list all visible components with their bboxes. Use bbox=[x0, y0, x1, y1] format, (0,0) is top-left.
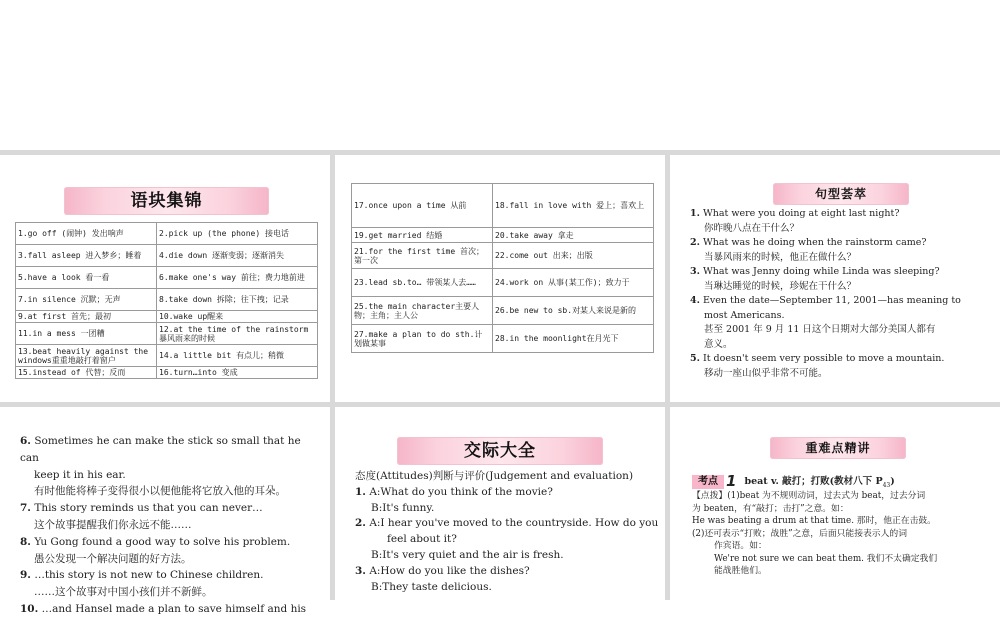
phrase-cell: 6.make one's way 前往；费力地前进 bbox=[157, 267, 318, 289]
phrase-cell: 16.turn…into 变成 bbox=[157, 367, 318, 379]
slide-sentence-patterns[interactable] bbox=[670, 155, 1000, 402]
phrase-cell: 8.take down 拆除；往下拽；记录 bbox=[157, 289, 318, 311]
phrase-cell: 11.in a mess 一团糟 bbox=[16, 323, 157, 345]
sentence-en: 5. It doesn't seem very possible to move a mountain. bbox=[690, 353, 945, 364]
sentence-en: 3. What was Jenny doing while Linda was sleeping? bbox=[690, 266, 940, 277]
key-point-number: 1 bbox=[726, 472, 737, 490]
sentence-zh: 这个故事提醒我们你永远不能…… bbox=[34, 518, 192, 531]
phrase-cell: 24.work on 从事(某工作)；致力于 bbox=[493, 269, 654, 297]
phrase-cell: 13.beat heavily against the windows重重地敲打着窗户 bbox=[16, 345, 157, 367]
sentence-patterns-title: 句型荟萃 bbox=[814, 187, 867, 201]
sentence-zh: 愚公发现一个解决问题的好方法。 bbox=[34, 552, 192, 565]
dialogue-line: B:It's funny. bbox=[371, 501, 435, 514]
slide-key-points[interactable] bbox=[670, 407, 1000, 600]
phrase-cell: 15.instead of 代替；反而 bbox=[16, 367, 157, 379]
sentence-en: 8. Yu Gong found a good way to solve his problem. bbox=[20, 535, 291, 548]
phrase-cell: 19.get married 结婚 bbox=[352, 228, 493, 243]
dialogue-line: feel about it? bbox=[387, 533, 457, 546]
table-row bbox=[16, 345, 318, 367]
phrase-cell: 23.lead sb.to… 带领某人去…… bbox=[352, 269, 493, 297]
table-row bbox=[16, 289, 318, 311]
top-blank-area bbox=[0, 0, 1000, 150]
key-points-banner bbox=[770, 437, 906, 459]
phrase-cell: 27.make a plan to do sth.计划做某事 bbox=[352, 325, 493, 353]
phrase-cell: 1.go off (闹钟) 发出响声 bbox=[16, 223, 157, 245]
phrase-cell: 17.once upon a time 从前 bbox=[352, 184, 493, 228]
phrase-table-1 bbox=[15, 222, 318, 379]
phrase-cell: 9.at first 首先；最初 bbox=[16, 311, 157, 323]
phrase-cell: 5.have a look 看一看 bbox=[16, 267, 157, 289]
sentence-list bbox=[690, 207, 990, 381]
slide-chunk-collection-1[interactable] bbox=[0, 155, 330, 402]
table-row bbox=[16, 267, 318, 289]
dialogue-line: B:It's very quiet and the air is fresh. bbox=[371, 548, 564, 561]
key-point-tag: 考点 bbox=[692, 475, 724, 489]
sentence-en-cont: keep it in his ear. bbox=[34, 468, 126, 481]
sentence-zh: 当琳达睡觉的时候，珍妮在干什么？ bbox=[704, 280, 857, 292]
sentence-en: 9. …this story is not new to Chinese children. bbox=[20, 569, 264, 582]
key-point-line: 【点拨】(1)beat 为不规则动词，过去式为 beat，过去分词 bbox=[692, 491, 926, 501]
phrase-table-2 bbox=[351, 183, 654, 353]
phrase-cell: 10.wake up醒来 bbox=[157, 311, 318, 323]
sentence-zh: ……这个故事对中国小孩们并不新鲜。 bbox=[34, 586, 213, 599]
sentence-en: 7. This story reminds us that you can never… bbox=[20, 502, 263, 515]
table-row bbox=[352, 325, 654, 353]
sentence-zh: 移动一座山似乎非常不可能。 bbox=[704, 367, 828, 379]
key-point-line: We're not sure we can beat them. 我们不太确定我们 bbox=[714, 553, 938, 564]
table-row bbox=[16, 245, 318, 267]
sentence-en: 1. What were you doing at eight last night? bbox=[690, 208, 900, 219]
phrase-cell: 20.take away 拿走 bbox=[493, 228, 654, 243]
table-row bbox=[16, 323, 318, 345]
phrase-cell: 7.in silence 沉默；无声 bbox=[16, 289, 157, 311]
table-row bbox=[352, 243, 654, 269]
phrase-cell: 26.be new to sb.对某人来说是新的 bbox=[493, 297, 654, 325]
key-point-title: beat v. 敲打；打败(教材八下 $P_{43}$) bbox=[744, 476, 895, 489]
table-row bbox=[352, 184, 654, 228]
key-point-line: (2)还可表示“打败；战胜”之意，后面只能接表示人的词 bbox=[692, 528, 907, 539]
key-points-title: 重难点精讲 bbox=[805, 441, 871, 455]
phrase-cell: 3.fall asleep 进入梦乡；睡着 bbox=[16, 245, 157, 267]
phrase-cell: 4.die down 逐渐变弱；逐渐消失 bbox=[157, 245, 318, 267]
sentence-list-2 bbox=[20, 433, 320, 618]
key-point-body bbox=[692, 490, 984, 578]
table-row bbox=[352, 228, 654, 243]
sentence-zh: 甚至 2001 年 9 月 11 日这个日期对大部分美国人都有 bbox=[704, 324, 936, 335]
table-row bbox=[352, 269, 654, 297]
phrase-cell: 12.at the time of the rainstorm暴风雨来的时候 bbox=[157, 323, 318, 345]
key-point-line: 为 beaten，有“敲打；击打”之意。如： bbox=[692, 503, 849, 514]
dialogue-line: 3. A:How do you like the dishes? bbox=[355, 564, 530, 577]
slide-sentence-patterns-cont[interactable] bbox=[0, 407, 330, 615]
key-point-line: 作宾语。如： bbox=[714, 541, 767, 551]
table-row bbox=[352, 297, 654, 325]
table-row bbox=[16, 367, 318, 379]
sentence-zh-cont: 意义。 bbox=[704, 338, 733, 350]
table-row bbox=[16, 223, 318, 245]
sentence-patterns-banner bbox=[773, 183, 909, 205]
phrase-cell: 21.for the first time 首次；第一次 bbox=[352, 243, 493, 269]
sentence-en: 4. Even the date—September 11, 2001—has meaning to bbox=[690, 295, 961, 306]
key-point-line: He was beating a drum at that time. 那时，他正在击鼓。 bbox=[692, 516, 936, 526]
sentence-zh: 当暴风雨来的时候，他正在做什么？ bbox=[704, 251, 857, 263]
dialogue-line: B:They taste delicious. bbox=[371, 580, 492, 593]
dialogue-line: 1. A:What do you think of the movie? bbox=[355, 485, 553, 498]
phrase-cell: 18.fall in love with 爱上；喜欢上 bbox=[493, 184, 654, 228]
dialogue-line: 2. A:I hear you've moved to the countryside. How do you bbox=[355, 517, 659, 530]
sentence-en: 2. What was he doing when the rainstorm came? bbox=[690, 237, 927, 248]
chunk-collection-title: 语块集锦 bbox=[130, 191, 203, 211]
sentence-en: 6. Sometimes he can make the stick so small that he can bbox=[20, 435, 301, 464]
sentence-zh: 有时他能将棒子变得很小以便他能将它放入他的耳朵。 bbox=[34, 485, 286, 498]
dialogue-list bbox=[355, 469, 660, 595]
key-point-heading bbox=[692, 472, 895, 490]
phrase-cell: 22.come out 出来；出版 bbox=[493, 243, 654, 269]
phrase-cell: 25.the main character主要人物；主角；主人公 bbox=[352, 297, 493, 325]
phrase-cell: 28.in the moonlight在月光下 bbox=[493, 325, 654, 353]
communication-banner bbox=[397, 437, 603, 465]
sentence-zh: 你昨晚八点在干什么？ bbox=[704, 222, 800, 234]
table-row bbox=[16, 311, 318, 323]
slide-communication[interactable] bbox=[335, 407, 665, 600]
dialogue-subtitle: 态度(Attitudes)判断与评价(Judgement and evaluation) bbox=[355, 470, 634, 482]
slide-chunk-collection-2[interactable] bbox=[335, 155, 665, 402]
sentence-en: 10. …and Hansel made a plan to save himself and his bbox=[20, 602, 307, 615]
sentence-en-cont: most Americans. bbox=[704, 309, 785, 321]
phrase-cell: 14.a little bit 有点儿；稍微 bbox=[157, 345, 318, 367]
chunk-collection-banner bbox=[64, 187, 269, 215]
communication-title: 交际大全 bbox=[464, 441, 536, 461]
key-point-line: 能战胜他们。 bbox=[714, 566, 767, 576]
phrase-cell: 2.pick up (the phone) 接电话 bbox=[157, 223, 318, 245]
